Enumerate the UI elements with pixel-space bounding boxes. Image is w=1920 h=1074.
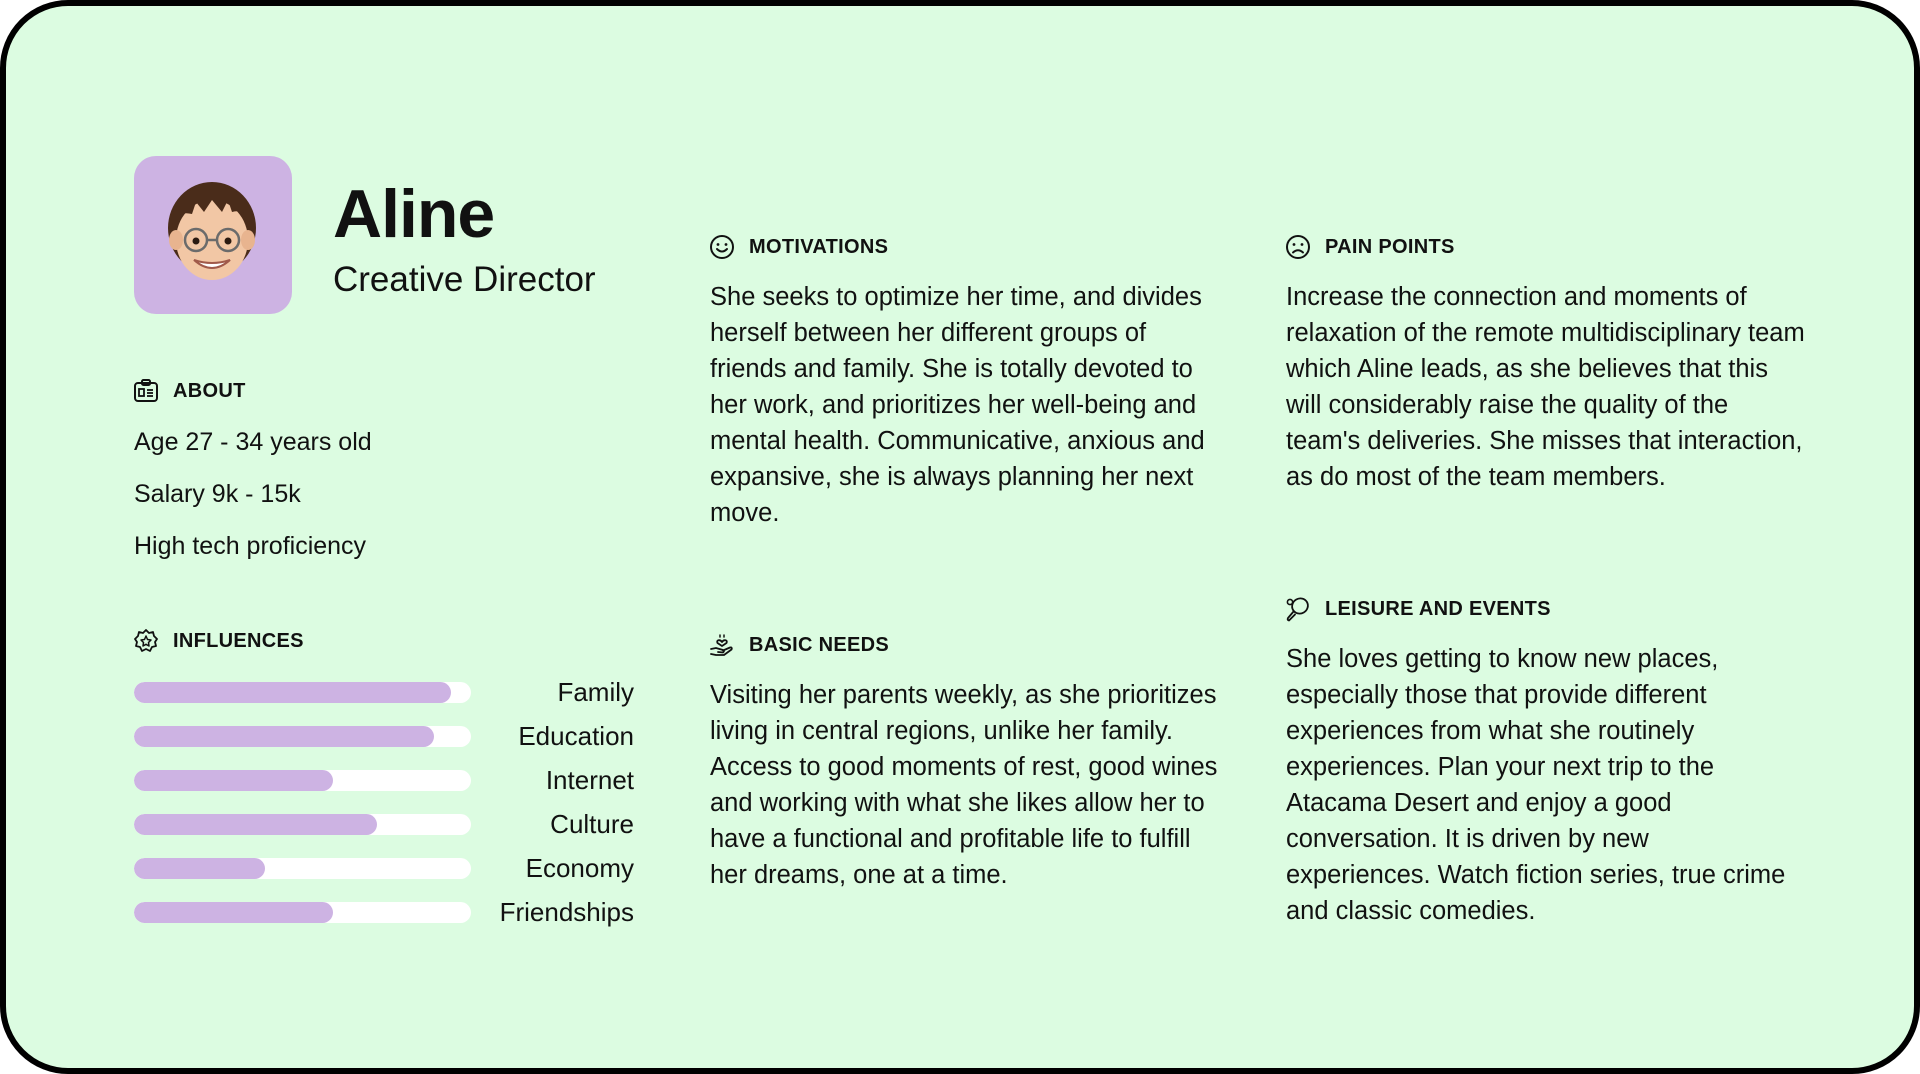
influence-bar-culture (134, 814, 471, 835)
influence-bar-education (134, 726, 471, 747)
influence-fill-family (134, 682, 451, 703)
badge-icon (133, 628, 159, 654)
about-tech: High tech proficiency (134, 532, 367, 560)
about-title: ABOUT (173, 379, 246, 402)
leisure-heading (1285, 596, 1551, 622)
about-salary: Salary 9k - 15k (134, 480, 301, 508)
influence-fill-friendships (134, 902, 333, 923)
persona-role: Creative Director (333, 260, 596, 299)
influence-bar-internet (134, 770, 471, 791)
influence-fill-internet (134, 770, 333, 791)
leisure-text: She loves getting to know new places, especially those that provide different experiences from what she routinely experiences. Plan your next trip to the Atacama Desert and enjoy a good conversation. It is driven by new experiences. Watch fiction series, true crime and classic comedies. (1286, 645, 1786, 925)
motivations-title: MOTIVATIONS (749, 235, 889, 258)
sad-face-icon (1285, 234, 1311, 260)
influence-label-culture: Culture (550, 809, 634, 839)
influences-heading (133, 628, 304, 654)
memoji-avatar-icon (162, 178, 262, 288)
influence-label-economy: Economy (525, 853, 634, 883)
influence-bar-economy (134, 858, 471, 879)
influence-label-internet: Internet (545, 765, 634, 795)
persona-name: Aline (333, 176, 495, 252)
influence-fill-economy (134, 858, 265, 879)
influence-label-education: Education (518, 721, 634, 751)
leisure-title: LEISURE AND EVENTS (1325, 597, 1551, 620)
motivations-text: She seeks to optimize her time, and divides herself between her different groups of friends and family. She is totally devoted to her work, and prioritizes her well-being and mental health. Communicative, anxious and expansive, she is always planning her next move. (710, 283, 1205, 527)
avatar (134, 156, 292, 314)
ping-pong-icon (1285, 596, 1311, 622)
about-age: Age 27 - 34 years old (134, 428, 372, 456)
pain-points-text: Increase the connection and moments of relaxation of the remote multidisciplinary team which Aline leads, as she believes that this will considerably raise the quality of the team's deliveries. She misses that interaction, as do most of the team members. (1286, 283, 1805, 491)
basic-needs-title: BASIC NEEDS (749, 633, 889, 656)
basic-needs-text: Visiting her parents weekly, as she prioritizes living in central regions, unlike her family. Access to good moments of rest, good wines and working with what she likes allow her to have a functional and profitable life to fulfill her dreams, one at a time. (710, 681, 1218, 889)
influence-fill-culture (134, 814, 377, 835)
influence-bar-friendships (134, 902, 471, 923)
smile-icon (709, 234, 735, 260)
pain-points-title: PAIN POINTS (1325, 235, 1455, 258)
influence-label-friendships: Friendships (499, 897, 634, 927)
influence-label-family: Family (557, 677, 634, 707)
influences-title: INFLUENCES (173, 629, 304, 652)
influence-fill-education (134, 726, 434, 747)
basic-needs-heading (709, 632, 889, 658)
motivations-heading (709, 234, 888, 260)
pain-points-heading (1285, 234, 1455, 260)
influence-bar-family (134, 682, 471, 703)
hand-heart-icon (709, 632, 735, 658)
about-heading (133, 378, 246, 404)
id-card-icon (133, 378, 159, 404)
